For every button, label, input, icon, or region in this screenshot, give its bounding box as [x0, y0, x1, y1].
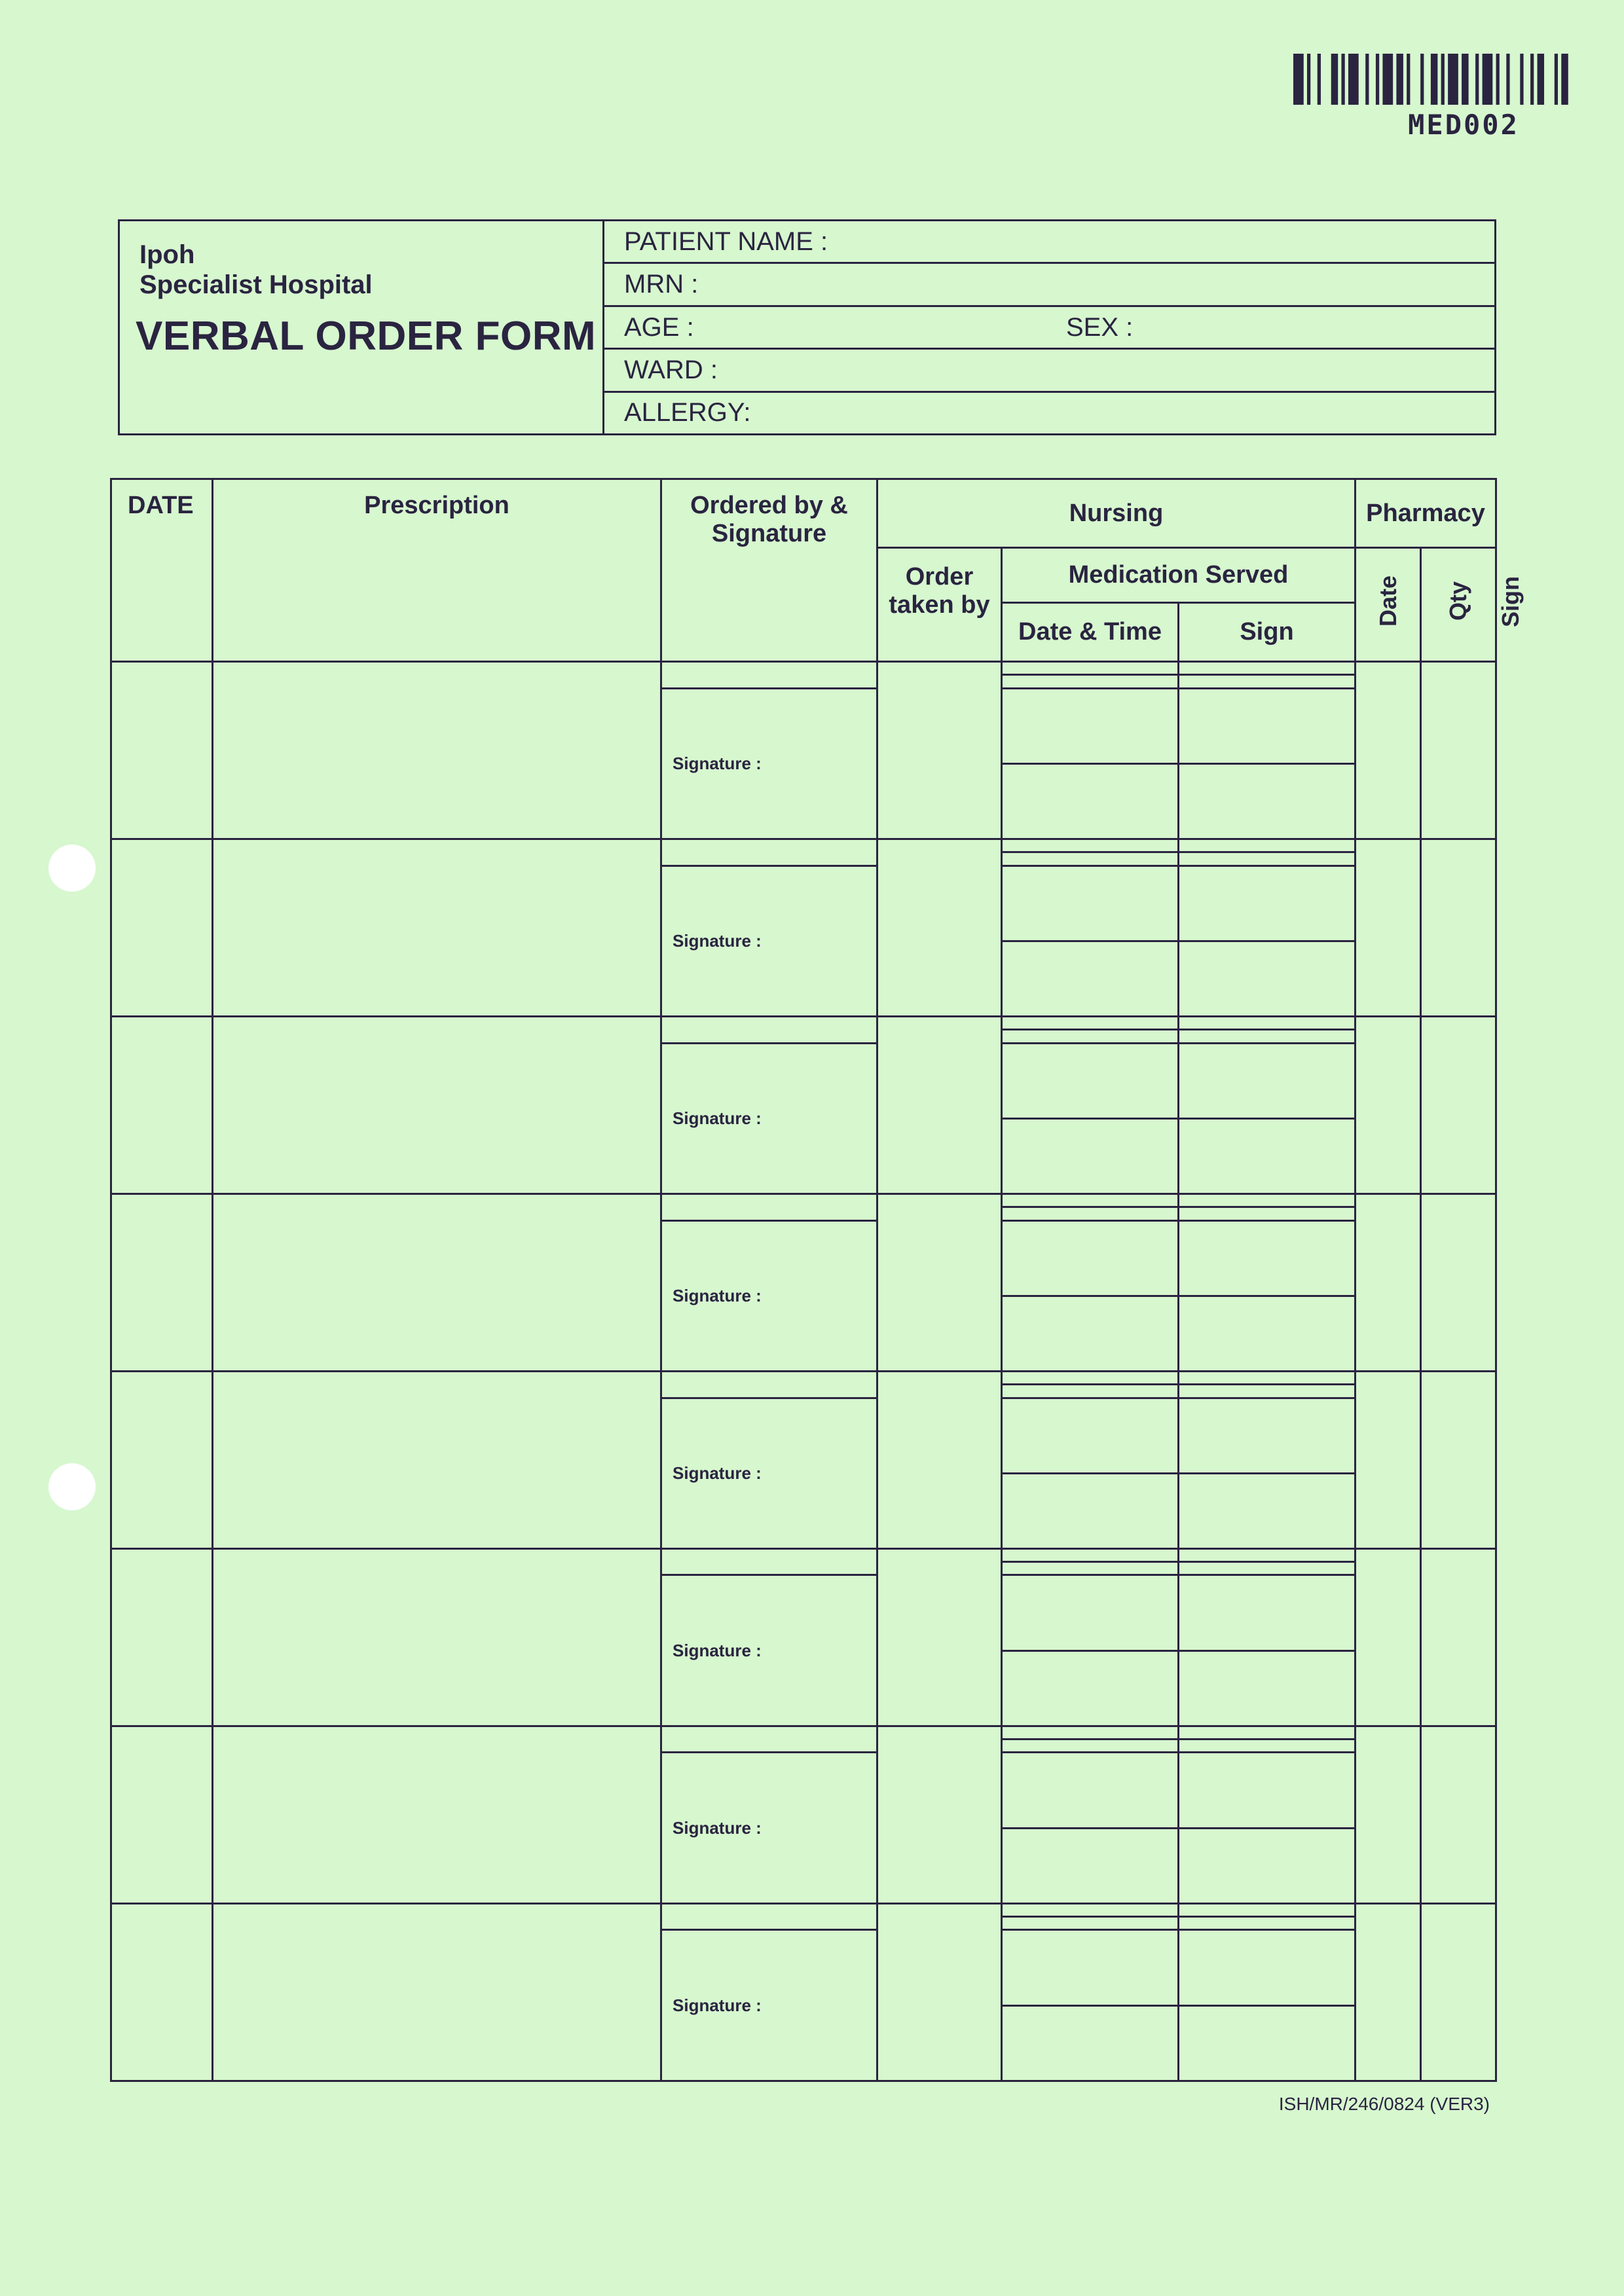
served-sign-cell[interactable]	[1179, 1207, 1356, 1220]
order-taken-by-header: Order taken by	[877, 548, 1002, 662]
mrn-label: MRN :	[624, 270, 699, 299]
entry-ordered-by-cell[interactable]	[661, 1903, 877, 1930]
served-sign-cell[interactable]	[1179, 688, 1356, 763]
served-sign-cell[interactable]	[1179, 1398, 1356, 1473]
form-code: ISH/MR/246/0824 (VER3)	[1278, 2094, 1490, 2114]
served-sign-cell[interactable]	[1179, 1562, 1356, 1575]
served-date-time-cell[interactable]	[1002, 1043, 1179, 1118]
served-sign-cell[interactable]	[1179, 1726, 1356, 1739]
served-date-time-cell[interactable]	[1002, 866, 1179, 941]
mrn-field[interactable]	[604, 264, 1494, 306]
served-sign-cell[interactable]	[1179, 1548, 1356, 1561]
entry-ordered-by-cell[interactable]	[661, 1371, 877, 1398]
served-date-time-cell[interactable]	[1002, 1207, 1179, 1220]
served-date-time-cell[interactable]	[1002, 688, 1179, 763]
entry-date-cell[interactable]	[111, 1903, 213, 2081]
form-title: VERBAL ORDER FORM	[136, 314, 597, 359]
served-sign-cell[interactable]	[1179, 1753, 1356, 1828]
table-row	[111, 1903, 1496, 1916]
punch-hole-bottom	[48, 1463, 96, 1510]
served-date-time-cell[interactable]	[1002, 662, 1179, 675]
hospital-name: Ipoh Specialist Hospital	[139, 240, 373, 299]
served-date-time-cell[interactable]	[1002, 1030, 1179, 1043]
date-header: DATE	[111, 479, 213, 662]
served-date-time-cell[interactable]	[1002, 1371, 1179, 1384]
prescription-header: Prescription	[213, 479, 661, 662]
ward-label: WARD :	[624, 355, 718, 384]
signature-label: Signature :	[673, 930, 762, 951]
served-date-time-cell[interactable]	[1002, 852, 1179, 866]
age-sex-field[interactable]	[604, 307, 1494, 350]
served-sign-cell[interactable]	[1179, 675, 1356, 688]
served-sign-cell[interactable]	[1179, 1043, 1356, 1118]
entry-order-taken-by-cell[interactable]	[877, 1726, 1002, 1903]
table-row	[111, 1726, 1496, 1739]
served-date-time-cell[interactable]	[1002, 1930, 1179, 2005]
served-date-time-cell[interactable]	[1002, 1828, 1179, 1903]
served-sign-cell[interactable]	[1179, 1473, 1356, 1548]
punch-hole-top	[48, 845, 96, 892]
entry-ordered-by-cell[interactable]	[661, 839, 877, 866]
barcode	[1293, 54, 1572, 105]
pharmacy-date-cell[interactable]	[1356, 1903, 1421, 2081]
served-sign-cell[interactable]	[1179, 1917, 1356, 1930]
entry-ordered-by-cell[interactable]	[661, 1194, 877, 1220]
served-sign-cell[interactable]	[1179, 1371, 1356, 1384]
served-date-time-cell[interactable]	[1002, 1903, 1179, 1916]
order-table	[110, 478, 1524, 2082]
entry-date-cell[interactable]	[111, 839, 213, 1016]
served-date-time-cell[interactable]	[1002, 839, 1179, 852]
served-sign-cell[interactable]	[1179, 1118, 1356, 1194]
served-date-time-cell[interactable]	[1002, 1016, 1179, 1029]
entry-ordered-by-cell[interactable]	[661, 1016, 877, 1043]
signature-field[interactable]	[661, 1398, 877, 1548]
pharmacy-qty-cell[interactable]	[1421, 1903, 1496, 2081]
served-date-time-cell[interactable]	[1002, 1548, 1179, 1561]
table-row	[111, 1194, 1496, 1207]
signature-label: Signature :	[673, 1995, 762, 2015]
pharmacy-date-header	[1356, 548, 1421, 662]
entry-prescription-cell[interactable]	[213, 1016, 661, 1194]
served-sign-cell[interactable]	[1179, 1194, 1356, 1207]
served-sign-cell[interactable]	[1179, 866, 1356, 941]
signature-field[interactable]	[661, 688, 877, 839]
served-date-time-cell[interactable]	[1002, 1385, 1179, 1398]
patient-name-field[interactable]	[604, 221, 1494, 264]
entry-ordered-by-cell[interactable]	[661, 1548, 877, 1575]
served-date-time-cell[interactable]	[1002, 675, 1179, 688]
served-date-time-cell[interactable]	[1002, 1473, 1179, 1548]
age-label: AGE :	[624, 312, 694, 342]
served-sign-cell[interactable]	[1179, 662, 1356, 675]
table-row	[111, 1548, 1496, 1561]
served-date-time-cell[interactable]	[1002, 1650, 1179, 1726]
signature-field[interactable]	[661, 1930, 877, 2081]
ordered-by-header: Ordered by & Signature	[661, 479, 877, 662]
served-sign-cell[interactable]	[1179, 1740, 1356, 1753]
served-sign-cell[interactable]	[1179, 1385, 1356, 1398]
table-row	[111, 662, 1496, 675]
served-date-time-cell[interactable]	[1002, 1917, 1179, 1930]
signature-field[interactable]	[661, 1753, 877, 1903]
date-time-header: Date & Time	[1002, 603, 1179, 662]
pharmacy-qty-cell[interactable]	[1421, 1548, 1496, 1726]
entry-prescription-cell[interactable]	[213, 662, 661, 839]
allergy-field[interactable]	[604, 393, 1494, 433]
served-date-time-cell[interactable]	[1002, 763, 1179, 839]
pharmacy-date-cell[interactable]	[1356, 1371, 1421, 1548]
sex-label: SEX :	[1066, 312, 1134, 342]
pharmacy-qty-cell[interactable]	[1421, 1726, 1496, 1903]
signature-label: Signature :	[673, 1463, 762, 1483]
pharmacy-qty-header	[1421, 548, 1496, 662]
barcode-text: MED002	[1408, 109, 1519, 141]
entry-date-cell[interactable]	[111, 662, 213, 839]
entry-order-taken-by-cell[interactable]	[877, 1194, 1002, 1371]
served-date-time-cell[interactable]	[1002, 1726, 1179, 1739]
signature-label: Signature :	[673, 1285, 762, 1305]
entry-prescription-cell[interactable]	[213, 1903, 661, 2081]
served-sign-cell[interactable]	[1179, 1903, 1356, 1916]
table-row	[111, 839, 1496, 852]
pharmacy-qty-cell[interactable]	[1421, 662, 1496, 839]
signature-field[interactable]	[661, 1220, 877, 1371]
signature-field[interactable]	[661, 1043, 877, 1194]
served-sign-cell[interactable]	[1179, 2005, 1356, 2081]
order-table-wrapper	[110, 478, 1524, 2082]
pharmacy-date-cell[interactable]	[1356, 839, 1421, 1016]
served-date-time-cell[interactable]	[1002, 1753, 1179, 1828]
pharmacy-qty-cell[interactable]	[1421, 1016, 1496, 1194]
signature-label: Signature :	[673, 753, 762, 773]
medication-served-header: Medication Served	[1002, 548, 1356, 603]
pharmacy-date-cell[interactable]	[1356, 1194, 1421, 1371]
ward-field[interactable]	[604, 350, 1494, 392]
served-date-time-cell[interactable]	[1002, 2005, 1179, 2081]
table-row	[111, 1371, 1496, 1384]
served-date-time-cell[interactable]	[1002, 1220, 1179, 1296]
served-sign-cell[interactable]	[1179, 1030, 1356, 1043]
entry-date-cell[interactable]	[111, 1726, 213, 1903]
pharmacy-date-cell[interactable]	[1356, 1016, 1421, 1194]
table-row	[111, 1016, 1496, 1029]
served-sign-cell[interactable]	[1179, 1016, 1356, 1029]
entry-prescription-cell[interactable]	[213, 1548, 661, 1726]
entry-order-taken-by-cell[interactable]	[877, 662, 1002, 839]
entry-ordered-by-cell[interactable]	[661, 1726, 877, 1753]
served-sign-cell[interactable]	[1179, 1296, 1356, 1371]
nursing-header: Nursing	[877, 479, 1356, 548]
entry-order-taken-by-cell[interactable]	[877, 839, 1002, 1016]
allergy-label: ALLERGY:	[624, 398, 751, 428]
hospital-block	[120, 221, 604, 433]
signature-label: Signature :	[673, 1817, 762, 1838]
served-sign-cell[interactable]	[1179, 763, 1356, 839]
entry-prescription-cell[interactable]	[213, 1371, 661, 1548]
served-date-time-cell[interactable]	[1002, 1296, 1179, 1371]
entry-order-taken-by-cell[interactable]	[877, 1548, 1002, 1726]
served-sign-cell[interactable]	[1179, 1828, 1356, 1903]
pharmacy-header: Pharmacy	[1356, 479, 1496, 548]
entry-prescription-cell[interactable]	[213, 1726, 661, 1903]
entry-order-taken-by-cell[interactable]	[877, 1371, 1002, 1548]
pharmacy-qty-label: Qty	[1445, 581, 1471, 621]
served-date-time-cell[interactable]	[1002, 1118, 1179, 1194]
served-sign-cell[interactable]	[1179, 1930, 1356, 2005]
served-date-time-cell[interactable]	[1002, 1398, 1179, 1473]
entry-prescription-cell[interactable]	[213, 1194, 661, 1371]
sign-header: Sign	[1179, 603, 1356, 662]
pharmacy-date-label: Date	[1374, 575, 1401, 627]
signature-field[interactable]	[661, 1575, 877, 1726]
entry-prescription-cell[interactable]	[213, 839, 661, 1016]
served-date-time-cell[interactable]	[1002, 1194, 1179, 1207]
served-sign-cell[interactable]	[1179, 1575, 1356, 1650]
patient-info	[604, 221, 1494, 433]
pharmacy-qty-cell[interactable]	[1421, 839, 1496, 1016]
entry-order-taken-by-cell[interactable]	[877, 1016, 1002, 1194]
pharmacy-qty-cell[interactable]	[1421, 1371, 1496, 1548]
served-sign-cell[interactable]	[1179, 941, 1356, 1016]
signature-label: Signature :	[673, 1108, 762, 1128]
patient-name-label: PATIENT NAME :	[624, 227, 828, 256]
entries	[111, 662, 1496, 2081]
served-date-time-cell[interactable]	[1002, 1562, 1179, 1575]
entry-date-cell[interactable]	[111, 1016, 213, 1194]
entry-date-cell[interactable]	[111, 1371, 213, 1548]
served-sign-cell[interactable]	[1179, 1650, 1356, 1726]
pharmacy-qty-cell[interactable]	[1421, 1194, 1496, 1371]
pharmacy-date-cell[interactable]	[1356, 1548, 1421, 1726]
entry-order-taken-by-cell[interactable]	[877, 1903, 1002, 2081]
form-header	[118, 219, 1496, 435]
pharmacy-date-cell[interactable]	[1356, 662, 1421, 839]
served-date-time-cell[interactable]	[1002, 1575, 1179, 1650]
served-date-time-cell[interactable]	[1002, 941, 1179, 1016]
served-sign-cell[interactable]	[1179, 1220, 1356, 1296]
served-sign-cell[interactable]	[1179, 852, 1356, 866]
pharmacy-sign-label: Sign	[1497, 575, 1524, 627]
entry-date-cell[interactable]	[111, 1548, 213, 1726]
entry-date-cell[interactable]	[111, 1194, 213, 1371]
served-sign-cell[interactable]	[1179, 839, 1356, 852]
signature-label: Signature :	[673, 1640, 762, 1660]
pharmacy-date-cell[interactable]	[1356, 1726, 1421, 1903]
signature-field[interactable]	[661, 866, 877, 1016]
entry-ordered-by-cell[interactable]	[661, 662, 877, 689]
served-date-time-cell[interactable]	[1002, 1740, 1179, 1753]
